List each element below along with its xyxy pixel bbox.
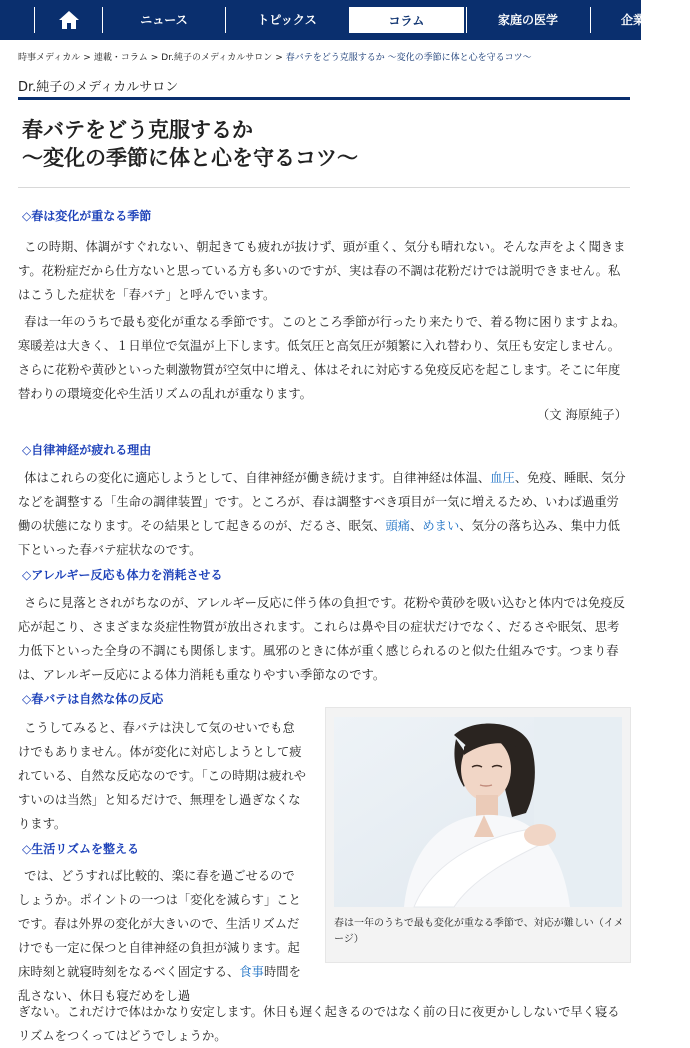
global-nav xyxy=(0,0,646,40)
section-heading: ◇自律神経が疲れる理由 xyxy=(22,443,152,457)
paragraph-text: 体はこれらの変化に適応しようとして、自律神経が働き続けます。自律神経は体温、 xyxy=(24,471,491,485)
nav-topics[interactable]: トピックス xyxy=(225,7,348,33)
paragraph: さらに見落とされがちなのが、アレルギー反応に伴う体の負担です。花粉や黄砂を吸い込むと体内では免疫反応が起こり、さまざまな炎症性物質が放出されます。これらは鼻や目の症状だけでなく、だるさや眠気、思考力低下といった全身の不調にも関係します。風邪のときに体が重く感じられるのと似た仕組みです。つまり春は、アレルギー反応による体力消耗も重なりやすい季節なのです。 xyxy=(18,596,625,682)
breadcrumb-separator: > xyxy=(83,53,91,63)
breadcrumb-item[interactable]: Dr.純子のメディカルサロン xyxy=(161,53,273,63)
nav-home-medicine[interactable]: 家庭の医学 xyxy=(466,7,589,33)
paragraph: 春は一年のうちで最も変化が重なる季節です。このところ季節が行ったり来たりで、着る物に困りますよね。寒暖差は大きく、１日単位で気温が上下します。低気圧と高気圧が頻繁に入れ替わり、気圧も安定しません。さらに花粉や黄砂といった刺激物質が空気中に増え、体はそれに対応する免疫反応を起こします。そこに年度替わりの環境変化や生活リズムの乱れが重なります。 xyxy=(18,315,626,401)
paragraph-text: 、 xyxy=(410,519,423,533)
home-icon xyxy=(58,10,80,30)
paragraph-text: 時間を乱さない、休日も寝だめをし過 xyxy=(18,965,301,1003)
author-credit: （文 海原純子） xyxy=(537,408,627,422)
section-heading: ◇生活リズムを整える xyxy=(22,842,139,856)
nav-news[interactable]: ニュース xyxy=(102,7,225,33)
section-heading: ◇春は変化が重なる季節 xyxy=(22,209,152,223)
link-dizziness[interactable]: めまい xyxy=(422,519,460,533)
link-headache[interactable]: 頭痛 xyxy=(385,519,411,533)
nav-home[interactable] xyxy=(34,7,102,33)
breadcrumb-separator: > xyxy=(275,53,283,63)
breadcrumb-separator: > xyxy=(150,53,159,63)
paragraph-text: では、どうすれば比較的、楽に春を過ごせるのでしょうか。ポイントの一つは「変化を減らす」ことです。春は外界の変化が大きいので、生活リズムだけでも一定に保つと自律神経の負担が減ります。起床時刻と就寝時刻をなるべく固定する、 xyxy=(18,869,301,979)
breadcrumb-item[interactable]: 時事メディカル xyxy=(18,53,81,63)
nav-company[interactable]: 企業 xyxy=(590,7,690,33)
paragraph-text: 、気分の落ち込み、集中力低下といった春バテ症状なのです。 xyxy=(18,519,620,557)
breadcrumb xyxy=(18,50,532,63)
page-title xyxy=(22,116,358,172)
breadcrumb-item[interactable]: 連載・コラム xyxy=(93,53,148,63)
title-line-1: 春バテをどう克服するか xyxy=(22,118,253,142)
paragraph: ぎない。これだけで体はかなり安定します。休日も遅く起きるのではなく前の日に夜更かししないで早く寝るリズムをつくってはどうでしょうか。 xyxy=(18,1005,620,1043)
section-heading: ◇春バテは自然な体の反応 xyxy=(22,692,164,706)
paragraph xyxy=(18,466,630,562)
paragraph: この時期、体調がすぐれない、朝起きても疲れが抜けず、頭が重く、気分も晴れない。そんな声をよく聞きます。花粉症だから仕方ないと思っている方も多いのですが、実は春の不調は花粉だけでは説明できません。私はこうした症状を「春バテ」と呼んでいます。 xyxy=(18,240,626,302)
section-heading: ◇アレルギー反応も体力を消耗させる xyxy=(22,568,223,582)
link-meal[interactable]: 食事 xyxy=(239,965,264,979)
paragraph: こうしてみると、春バテは決して気のせいでも怠けでもありません。体が変化に対応しようとして疲れている、自然な反応なのです。「この時期は疲れやすいのは当然」と知るだけで、無理をし過ぎなくなります。 xyxy=(18,721,306,831)
title-divider xyxy=(18,187,630,188)
nav-column[interactable]: コラム xyxy=(349,7,464,33)
breadcrumb-current: 春バテをどう克服するか ～変化の季節に体と心を守るコツ～ xyxy=(285,53,532,63)
column-rule xyxy=(18,97,630,100)
paragraph xyxy=(18,864,306,1008)
paragraph-text: 、免疫、睡眠、気分などを調整する「生命の調律装置」です。ところが、春は調整すべき項目が一気に増えるため、いわば過重労働の状態になります。その結果として起きるのが、だるさ、眠気、 xyxy=(18,471,626,533)
title-line-2: ～変化の季節に体と心を守るコツ～ xyxy=(22,146,358,170)
link-blood-pressure[interactable]: 血圧 xyxy=(490,471,515,485)
column-name[interactable]: Dr.純子のメディカルサロン xyxy=(18,80,179,95)
photo-figure xyxy=(325,707,631,963)
photo-caption: 春は一年のうちで最も変化が重なる季節で、対応が難しい（イメージ） xyxy=(334,918,624,945)
woman-stiff-shoulder-photo xyxy=(334,717,622,907)
